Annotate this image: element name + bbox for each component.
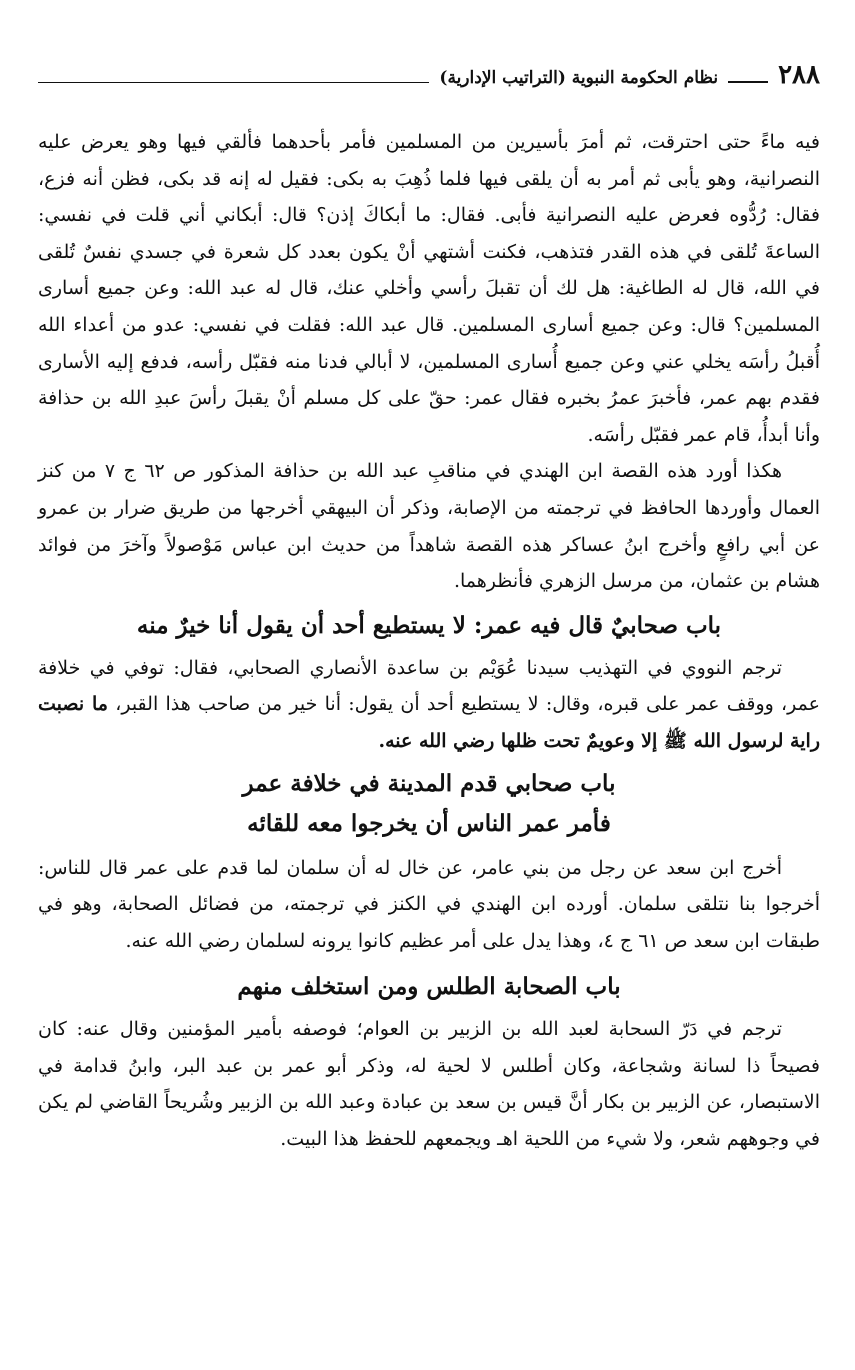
paragraph-uwaym-text: ترجم النووي في التهذيب سيدنا عُوَيْم بن ساعدة الأنصاري الصحابي، فقال: توفي في خلافة عمر، ووقف عمر على قبره، وقال: لا يستطيع أحد أن يقول: أنا خير من صاحب هذا القبر، — [38, 656, 820, 716]
page-body — [38, 124, 820, 1158]
paragraph-uwaym — [38, 650, 820, 760]
paragraph-uwaym-bold: ما نصبت راية لرسول الله ﷺ إلا وعويمٌ تحت ظلها رضي الله عنه. — [38, 693, 820, 752]
header-rule — [728, 81, 768, 83]
paragraph-source-note: هكذا أورد هذه القصة ابن الهندي في مناقبِ عبد الله بن حذافة المذكور ص ٦٢ ج ٧ من كنز العمال وأوردها الحافظ في ترجمته من الإصابة، وذكر أن البيهقي أخرجها من طريق ضرار بن عمرو عن أبي رافعٍ وأخرج ابنُ عساكر هذه القصة شاهداً من حديث ابن عباس مَوْصولاً وآخرَ من فوائد هشام بن عثمان، من مرسل الزهري فأنظرهما. — [38, 460, 820, 593]
running-title: نظام الحكومة النبوية (التراتيب الإدارية) — [439, 68, 719, 88]
section-heading-tuls: باب الصحابة الطلس ومن استخلف منهم — [237, 973, 621, 1001]
paragraph-story-continuation: فيه ماءً حتى احترقت، ثم أمرَ بأسيرين من المسلمين فأمر بأحدهما فألقي فيها وهو يعرض عليه النصرانية، وهو يأبى ثم أمر به أن يلقى فيها فلما ذُهِبَ به بكى: فقيل له إنه قد بكى، فظن أنه فزع، فقال: رُدُّوه فعرض عليه النصرانية فأبى. فقال: ما أبكاكَ إذن؟ قال: أبكاني أني قلت في نفسي: الساعةَ تُلقى في هذه القدر فتذهب، فكنت أشتهي أنْ يكون بعدد كل شعرة في جسدي نفسٌ تُلقى في الله، قال له الطاغية: هل لك أن تقبلَ رأسي وأخلي عنك، قال له عبد الله: وعن جميع أسارى المسلمين؟ قال: وعن جميع أسارى المسلمين. قال عبد الله: فقلت في نفسي: عدو من أعداء الله أُقبلُ رأسَه يخلي عني وعن جميع أُسارى المسلمين، لا أبالي فدنا منه فقبّل رأسه، فدفع إليه الأسارى فقدم بهم عمر، فأخبرَ عمرُ بخبره فقال عمر: حقّ على كل مسلم أنْ يقبلَ رأسَ عبدِ الله بن حذافة وأنا أبدأُ، قام عمر فقبّل رأسَه. — [38, 131, 820, 446]
section-heading-salman-line2: فأمر عمر الناس أن يخرجوا معه للقائه — [247, 809, 611, 837]
section-heading-uwaym: باب صحابيٌ قال فيه عمر: لا يستطيع أحد أن يقول أنا خيرٌ منه — [136, 611, 722, 639]
paragraph-salman: أخرج ابن سعد عن رجل من بني عامر، عن خال له أن سلمان لما قدم على عمر قال للناس: أخرجوا بنا نتلقى سلمان. أورده ابن الهندي في الكنز في ترجمته، من فضائل الصحابة، وهو في طبقات ابن سعد ص ٦١ ج ٤، وهذا يدل على أمر عظيم كانوا يرونه لسلمان رضي الله عنه. — [38, 856, 820, 952]
paragraph-tuls: ترجم في دَرّ السحابة لعبد الله بن الزبير بن العوام؛ فوصفه بأمير المؤمنين وقال عنه: كان فصيحاً ذا لسانة وشجاعة، وكان أطلس لا لحية له، وذكر أبو عمر بن عبد البر، وابنُ قدامة في الاستبصار، عن الزبير بن بكار أنَّ قيس بن سعد بن عبادة وعبد الله بن الزبير وشُريحاً القاضي لم يكن في وجوههم شعر، ولا شيء من اللحية اهـ ويجمعهم للحفظ هذا البيت. — [38, 1018, 820, 1151]
section-heading-salman-line1: باب صحابي قدم المدينة في خلافة عمر — [242, 769, 616, 797]
page-number: ٢٨٨ — [778, 60, 820, 90]
book-page — [38, 52, 820, 1158]
page-header — [38, 52, 820, 92]
header-underline — [38, 82, 429, 83]
